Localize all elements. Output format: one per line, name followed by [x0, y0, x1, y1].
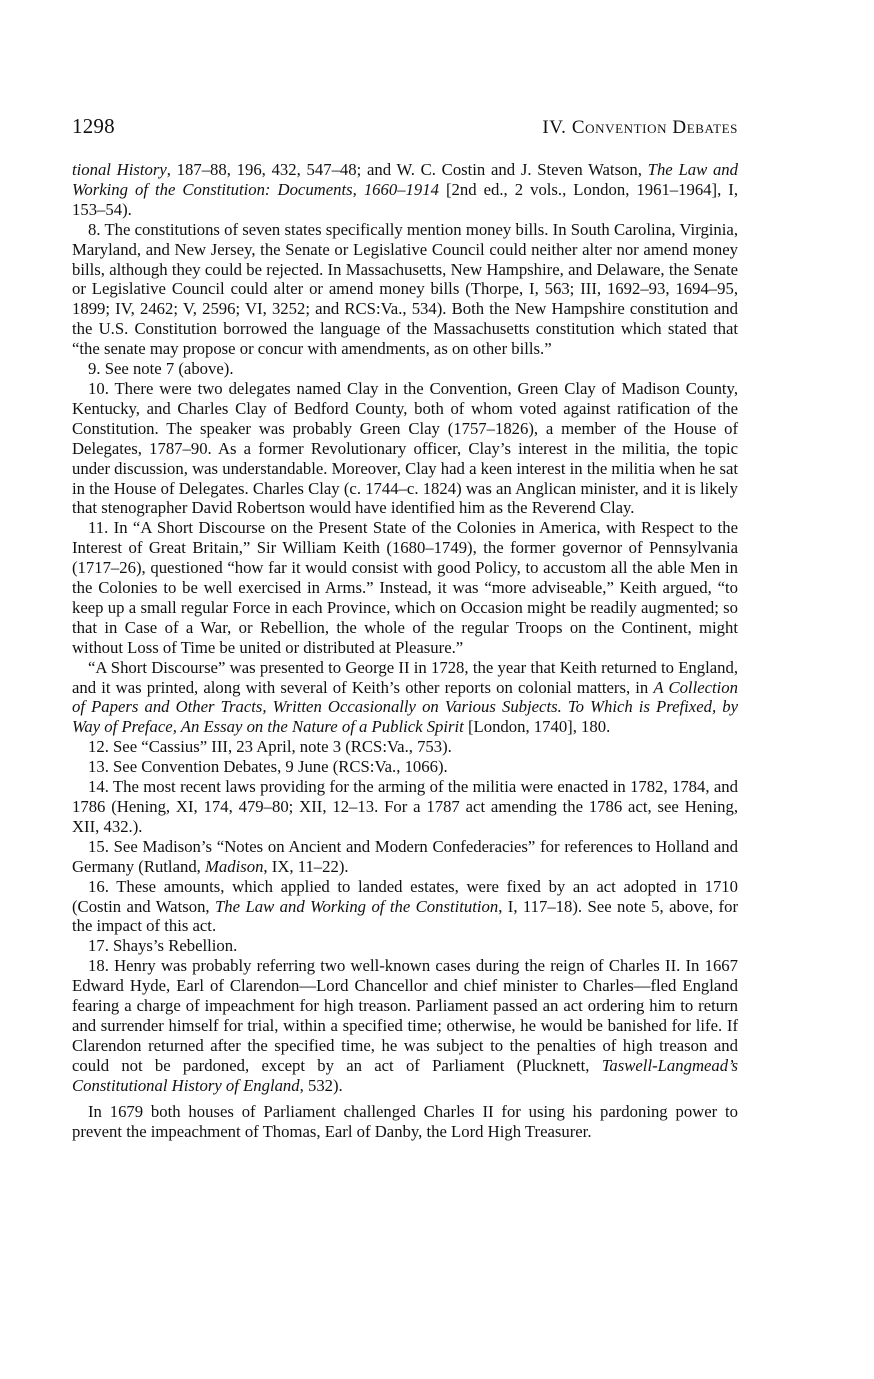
continued-note: tional History, 187–88, 196, 432, 547–48; and W. C. Costin and J. Steven Watson, The Law and Working of the Constitution: Documents, 1660–1914 [2nd ed., 2 vols., London, 1961–1964], I, 153–54).	[72, 160, 739, 219]
note-15: 15. See Madison’s “Notes on Ancient and Modern Confederacies” for references to Holland and Germany (Rutland, Madison, IX, 11–22).	[72, 836, 738, 876]
note-10: 10. There were two delegates named Clay in the Convention, Green Clay of Madison County, Kentucky, and Charles Clay of Bedford County, both of whom voted against ratification of the Constitution. The speaker was probably Green Clay (1757–1826), a member of the House of Delegates, 1787–90. As a former Revolutionary officer, Clay’s interest in the militia, the topic under discussion, was understandable. Moreover, Clay had a keen interest in the militia when he sat in the House of Delegates. Charles Clay (c. 1744–c. 1824) was an Anglican minister, and it is likely that stenographer David Robertson would have identified him as the Reverend Clay.	[72, 378, 738, 518]
note-17: 17. Shays’s Rebellion.	[88, 936, 238, 956]
page-header	[72, 114, 738, 139]
note-18: 18. Henry was probably referring two well-known cases during the reign of Charles II. In 1667 Edward Hyde, Earl of Clarendon—Lord Chancellor and chief minister to Charles—fled England fearing a charge of impeachment for high treason. Parliament passed an act ordering him to return and surrender himself for trial, within a specified time; otherwise, he would be banished for life. If Clarendon returned after the specified time, he was subject to the penalties of high treason and could not be pardoned, except by an act of Parliament (Plucknett, Taswell-Langmead’s Constitutional History of England, 532).	[72, 956, 738, 1095]
note-11-continuation: “A Short Discourse” was presented to George II in 1728, the year that Keith returned to England, and it was printed, along with several of Keith’s other reports on colonial matters, in A Collection of Papers and Other Tracts, Written Occasionally on Various Subjects. To Which is Prefixed, by Way of Preface, An Essay on the Nature of a Publick Spirit [London, 1740], 180.	[72, 657, 738, 737]
running-head: IV. Convention Debates	[542, 117, 738, 138]
note-11: 11. In “A Short Discourse on the Present State of the Colonies in America, with Respect to the Interest of Great Britain,” Sir William Keith (1680–1749), the former governor of Pennsylvania (1717–26), questioned “how far it would consist with good Policy, to accustom all the able Men in the Colonies to be well exercised in Arms.” Instead, it was “more adviseable,” Keith argued, “to keep up a small regular Force in each Province, which on Occasion might be readily augmented; so that in Case of a War, or Rebellion, the whole of the regular Troops on the Continent, might without Loss of Time be united or distributed at Pleasure.”	[72, 518, 738, 657]
page-number: 1298	[72, 114, 115, 138]
notes-body	[72, 160, 738, 1141]
note-14: 14. The most recent laws providing for the arming of the militia were enacted in 1782, 1784, and 1786 (Hening, XI, 174, 479–80; XII, 12–13. For a 1787 act amending the 1786 act, see Hening, XII, 432.).	[72, 777, 738, 836]
note-9: 9. See note 7 (above).	[88, 359, 234, 379]
note-13: 13. See Convention Debates, 9 June (RCS:Va., 1066).	[88, 757, 448, 777]
note-16: 16. These amounts, which applied to landed estates, were fixed by an act adopted in 1710 (Costin and Watson, The Law and Working of the Constitution, I, 117–18). See note 5, above, for the impact of this act.	[72, 876, 739, 936]
note-8: 8. The constitutions of seven states specifically mention money bills. In South Carolina, Virginia, Maryland, and New Jersey, the Senate or Legislative Council could neither alter nor amend money bills, although they could be rejected. In Massachusetts, New Hampshire, and Delaware, the Senate or Legislative Council could alter or amend money bills (Thorpe, I, 563; III, 1692–93, 1694–95, 1899; IV, 2462; V, 2596; VI, 3252; and RCS:Va., 534). Both the New Hampshire constitution and the U.S. Constitution borrowed the language of the Massachusetts constitution which stated that “the senate may propose or concur with amendments, as on other bills.”	[72, 219, 738, 359]
note-18-continuation: In 1679 both houses of Parliament challenged Charles II for using his pardoning power to prevent the impeachment of Thomas, Earl of Danby, the Lord High Treasurer.	[72, 1101, 738, 1141]
note-12: 12. See “Cassius” III, 23 April, note 3 (RCS:Va., 753).	[88, 737, 452, 757]
